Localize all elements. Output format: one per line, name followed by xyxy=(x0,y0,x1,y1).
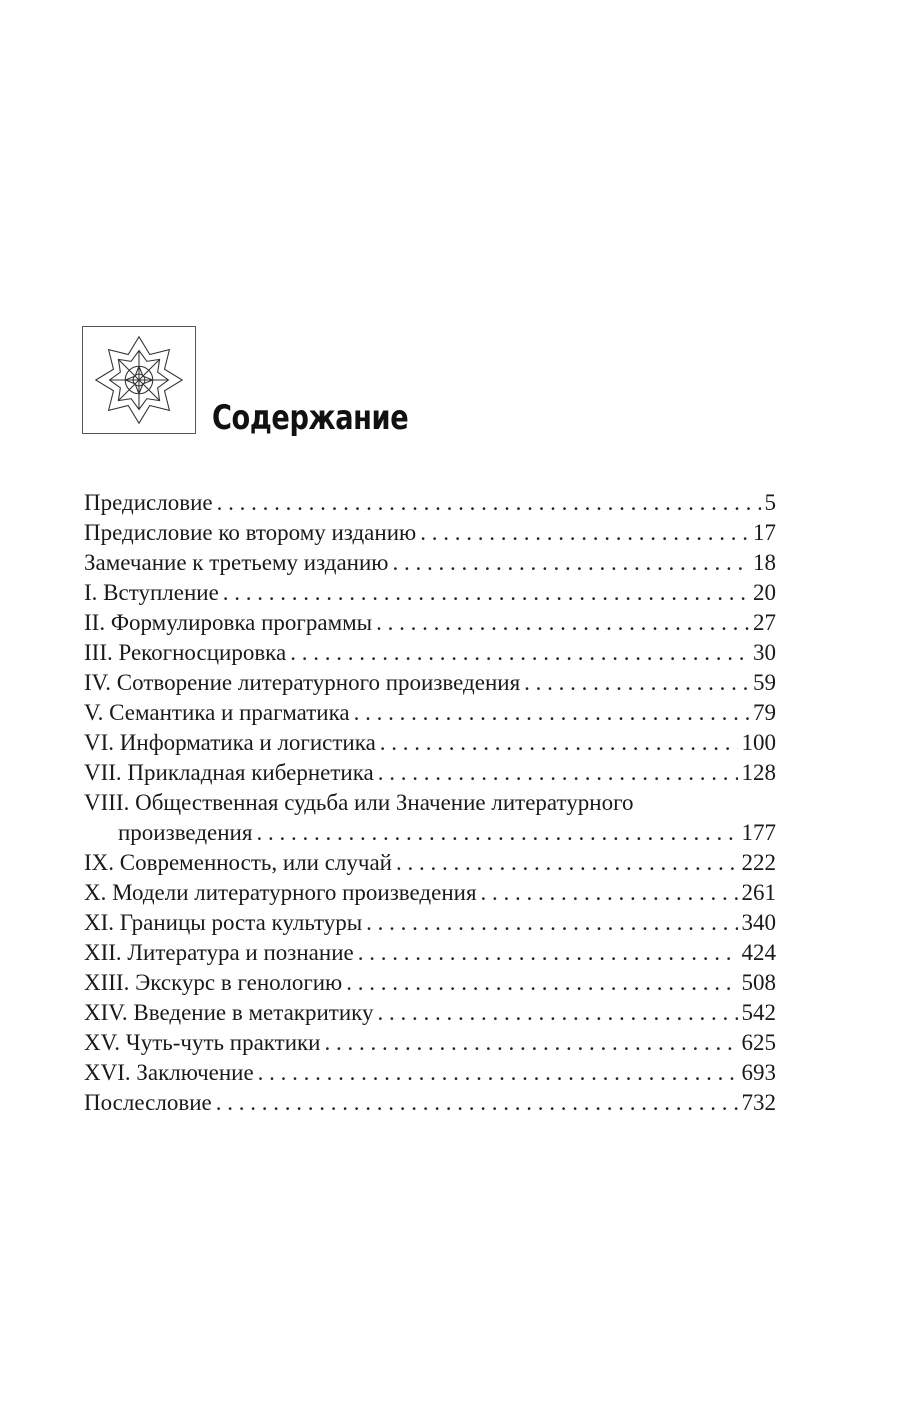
toc-entry[interactable] xyxy=(84,638,776,668)
toc-entry-page: 424 xyxy=(741,940,776,965)
toc-entry[interactable] xyxy=(84,488,776,518)
dot-leader xyxy=(380,728,738,758)
dot-leader xyxy=(376,608,749,638)
toc-entry-title: XIII. Экскурс в генологию xyxy=(84,970,343,995)
toc-entry[interactable] xyxy=(84,578,776,608)
toc-entry-title: IX. Современность, или случай xyxy=(84,850,392,875)
toc-entry[interactable] xyxy=(84,848,776,878)
toc-entry-title: III. Рекогносцировка xyxy=(84,640,287,665)
dot-leader xyxy=(366,908,737,938)
toc-entry[interactable] xyxy=(84,728,776,758)
dot-leader xyxy=(420,518,749,548)
toc-entry-title: Предисловие ко второму изданию xyxy=(84,520,417,545)
dot-leader xyxy=(358,938,738,968)
dot-leader xyxy=(256,818,737,848)
toc-entry[interactable] xyxy=(84,1028,776,1058)
toc-entry-title: I. Вступление xyxy=(84,580,219,605)
dot-leader xyxy=(392,548,749,578)
toc-entry-page: 340 xyxy=(741,910,776,935)
toc-entry-title: XI. Границы роста культуры xyxy=(84,910,363,935)
toc-entry-title: V. Семантика и прагматика xyxy=(84,700,350,725)
toc-entry[interactable] xyxy=(84,968,776,998)
toc-entry-title: II. Формулировка программы xyxy=(84,610,373,635)
toc-entry-title: XV. Чуть-чуть практики xyxy=(84,1030,321,1055)
toc-entry-page: 79 xyxy=(753,700,776,725)
toc-entry-title-cont: произведения xyxy=(118,820,253,845)
toc-entry[interactable] xyxy=(84,608,776,638)
toc-entry[interactable] xyxy=(84,758,776,788)
toc-entry-page: 508 xyxy=(741,970,776,995)
toc-entry-page: 27 xyxy=(753,610,776,635)
toc-entry[interactable] xyxy=(84,1088,776,1118)
toc-entry-title: VI. Информатика и логистика xyxy=(84,730,376,755)
ornament-frame xyxy=(82,326,196,434)
dot-leader xyxy=(396,848,738,878)
dot-leader xyxy=(524,668,749,698)
toc-entry-page: 222 xyxy=(741,850,776,875)
toc-entry[interactable] xyxy=(84,908,776,938)
page-title: Содержание xyxy=(212,398,409,438)
toc-entry-page: 59 xyxy=(753,670,776,695)
star-rosette-icon xyxy=(83,327,195,433)
toc-entry[interactable] xyxy=(84,878,776,908)
toc-entry[interactable] xyxy=(84,698,776,728)
dot-leader xyxy=(354,698,749,728)
toc-entry-title: Замечание к третьему изданию xyxy=(84,550,389,575)
toc-entry[interactable] xyxy=(84,1058,776,1088)
toc-entry-title: VII. Прикладная кибернетика xyxy=(84,760,374,785)
toc-entry-page: 625 xyxy=(741,1030,776,1055)
toc-entry-page: 17 xyxy=(753,520,776,545)
dot-leader xyxy=(481,878,738,908)
toc-entry-title: XIV. Введение в метакритику xyxy=(84,1000,374,1025)
toc-entry-page: 20 xyxy=(753,580,776,605)
toc-entry-title: X. Модели литературного произведения xyxy=(84,880,477,905)
dot-leader xyxy=(223,578,749,608)
table-of-contents xyxy=(84,488,776,1118)
dot-leader xyxy=(346,968,737,998)
toc-entry-page: 261 xyxy=(741,880,776,905)
dot-leader xyxy=(216,1088,738,1118)
toc-entry-title: VIII. Общественная судьба или Значение литературного xyxy=(84,790,634,815)
toc-entry[interactable] xyxy=(84,938,776,968)
toc-entry-title: Предисловие xyxy=(84,490,213,515)
toc-entry-page: 30 xyxy=(753,640,776,665)
dot-leader xyxy=(378,758,738,788)
toc-entry-page: 128 xyxy=(741,760,776,785)
dot-leader xyxy=(258,1058,738,1088)
dot-leader xyxy=(290,638,749,668)
toc-entry-title: XII. Литература и познание xyxy=(84,940,354,965)
toc-entry[interactable] xyxy=(84,668,776,698)
toc-entry[interactable] xyxy=(84,998,776,1028)
dot-leader xyxy=(377,998,737,1028)
toc-entry-page: 5 xyxy=(764,490,776,515)
toc-entry-title: IV. Сотворение литературного произведения xyxy=(84,670,521,695)
toc-entry-page: 693 xyxy=(741,1060,776,1085)
toc-entry-title: Послесловие xyxy=(84,1090,212,1115)
dot-leader xyxy=(325,1028,738,1058)
toc-entry[interactable] xyxy=(84,788,776,848)
toc-entry-page: 18 xyxy=(753,550,776,575)
toc-entry-title: XVI. Заключение xyxy=(84,1060,254,1085)
dot-leader xyxy=(217,488,761,518)
toc-entry-page: 542 xyxy=(741,1000,776,1025)
toc-entry[interactable] xyxy=(84,548,776,578)
toc-entry[interactable] xyxy=(84,518,776,548)
toc-entry-page: 177 xyxy=(741,820,776,845)
toc-entry-page: 100 xyxy=(741,730,776,755)
toc-entry-page: 732 xyxy=(741,1090,776,1115)
